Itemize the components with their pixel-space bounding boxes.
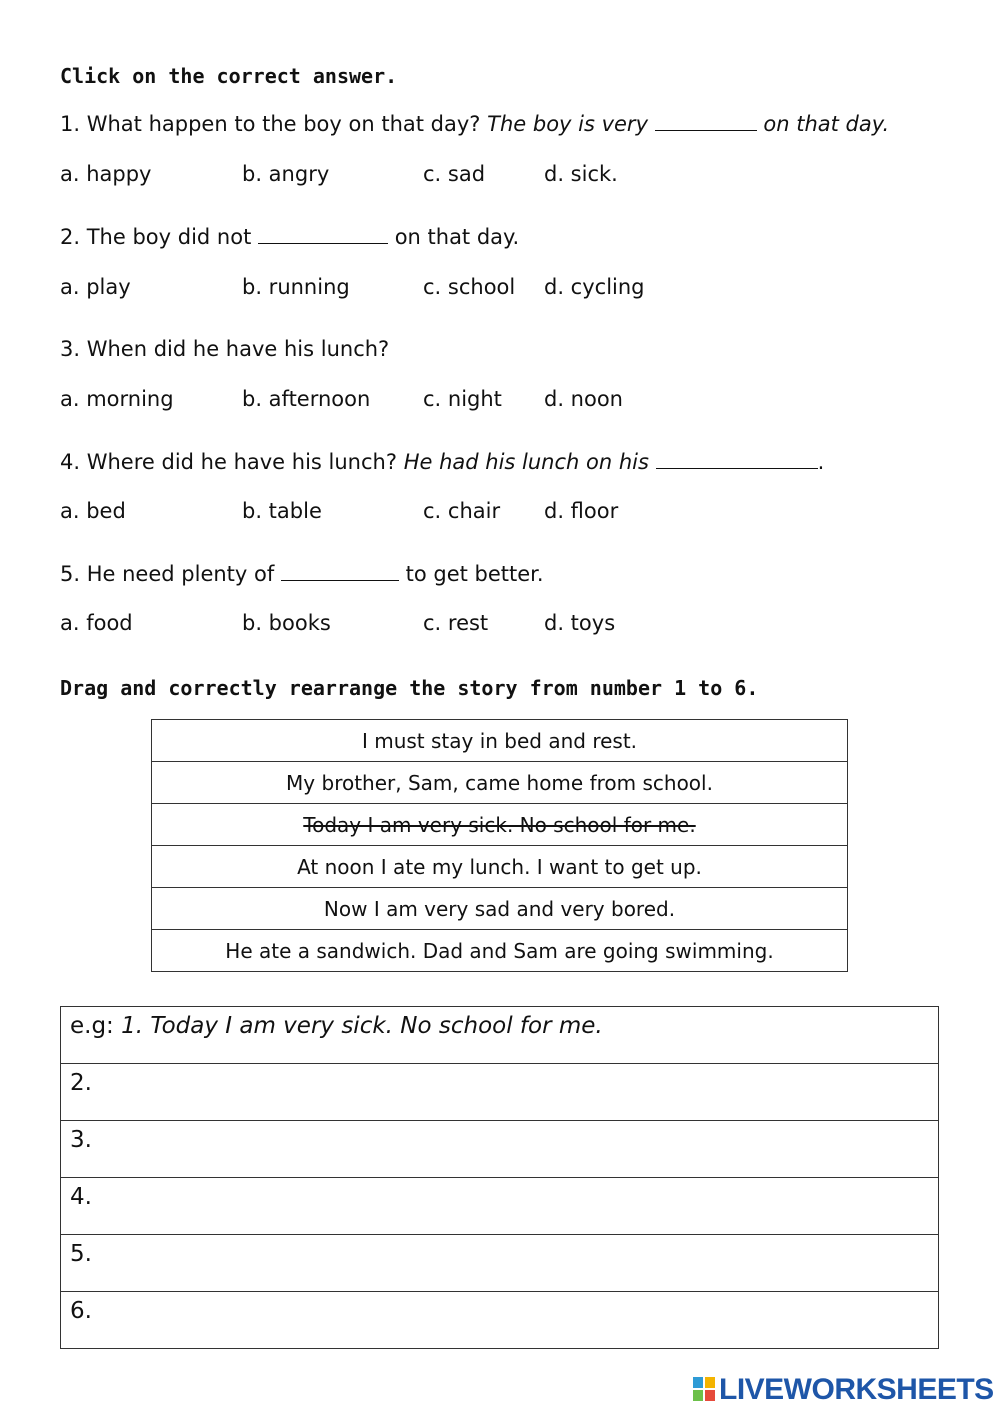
liveworksheets-mark-icon [693,1377,715,1401]
question-italic-prompt: The boy is very [487,112,648,136]
option-a[interactable]: a. morning [60,387,174,411]
mark-square-1 [693,1377,703,1388]
option-a[interactable]: a. food [60,611,133,635]
question-text: What happen to the boy on that day? [86,112,481,136]
story-sentence-card[interactable]: Now I am very sad and very bored. [152,888,848,930]
option-d[interactable]: d. sick. [544,162,618,186]
example-prefix: e.g: [70,1013,114,1039]
question-text: He need plenty of [86,562,275,586]
question-text: The boy did not [86,225,252,249]
answer-drop-slot-2[interactable] [61,1064,939,1121]
answer-drop-slot-5[interactable] [61,1235,939,1292]
option-c[interactable]: c. sad [423,162,486,186]
mark-square-4 [705,1390,715,1401]
question-suffix: on that day. [394,225,520,249]
question-italic-prompt: He had his lunch on his [403,450,649,474]
options-q5 [60,611,760,639]
option-b[interactable]: b. afternoon [242,387,371,411]
question-4 [60,450,824,474]
question-2 [60,225,519,249]
option-a[interactable]: a. happy [60,162,152,186]
options-q4 [60,499,760,527]
story-answer-table [60,1006,939,1349]
option-d[interactable]: d. floor [544,499,619,523]
option-b[interactable]: b. angry [242,162,330,186]
slot-number: 6. [70,1298,92,1324]
options-q2 [60,275,760,303]
answer-drop-slot-4[interactable] [61,1178,939,1235]
answer-blank [281,563,399,581]
question-text: When did he have his lunch? [86,337,390,361]
answer-blank [258,226,388,244]
instruction-click-answer: Click on the correct answer. [60,64,398,88]
question-5 [60,562,544,586]
slot-number: 5. [70,1241,92,1267]
answer-drop-slot-6[interactable] [61,1292,939,1349]
liveworksheets-logo [693,1373,993,1405]
question-text: Where did he have his lunch? [86,450,397,474]
option-c[interactable]: c. school [423,275,516,299]
option-d[interactable]: d. toys [544,611,616,635]
story-sentence-card[interactable]: At noon I ate my lunch. I want to get up. [152,846,848,888]
story-sentence-card[interactable]: He ate a sandwich. Dad and Sam are going swimming. [152,930,848,972]
option-b[interactable]: b. running [242,275,350,299]
option-c[interactable]: c. rest [423,611,489,635]
answer-drop-slot-3[interactable] [61,1121,939,1178]
liveworksheets-wordmark: LIVEWORKSHEETS [719,1373,994,1406]
question-italic-suffix: on that day. [763,112,890,136]
question-suffix: to get better. [405,562,544,586]
question-number: 3. [60,337,81,361]
slot-number: 3. [70,1127,92,1153]
answer-row-example [61,1007,939,1064]
question-1 [60,112,889,136]
option-b[interactable]: b. books [242,611,331,635]
mark-square-3 [693,1390,703,1401]
question-number: 2. [60,225,81,249]
answer-blank [655,113,757,131]
option-d[interactable]: d. cycling [544,275,645,299]
question-number: 1. [60,112,81,136]
example-sentence: 1. Today I am very sick. No school for me. [121,1013,603,1039]
option-a[interactable]: a. bed [60,499,126,523]
story-sentence-table [151,719,848,972]
story-sentence-card-used: Today I am very sick. No school for me. [152,804,848,846]
instruction-rearrange-story: Drag and correctly rearrange the story from number 1 to 6. [60,676,759,700]
option-d[interactable]: d. noon [544,387,623,411]
options-q3 [60,387,760,415]
story-sentence-card[interactable]: My brother, Sam, came home from school. [152,762,848,804]
slot-number: 4. [70,1184,92,1210]
option-a[interactable]: a. play [60,275,131,299]
answer-blank [656,451,818,469]
option-c[interactable]: c. chair [423,499,501,523]
option-c[interactable]: c. night [423,387,502,411]
mark-square-2 [705,1377,715,1388]
option-b[interactable]: b. table [242,499,322,523]
question-number: 5. [60,562,81,586]
question-number: 4. [60,450,81,474]
question-suffix: . [817,450,825,474]
story-sentence-card[interactable]: I must stay in bed and rest. [152,720,848,762]
options-q1 [60,162,760,190]
question-3 [60,337,389,361]
slot-number: 2. [70,1070,92,1096]
